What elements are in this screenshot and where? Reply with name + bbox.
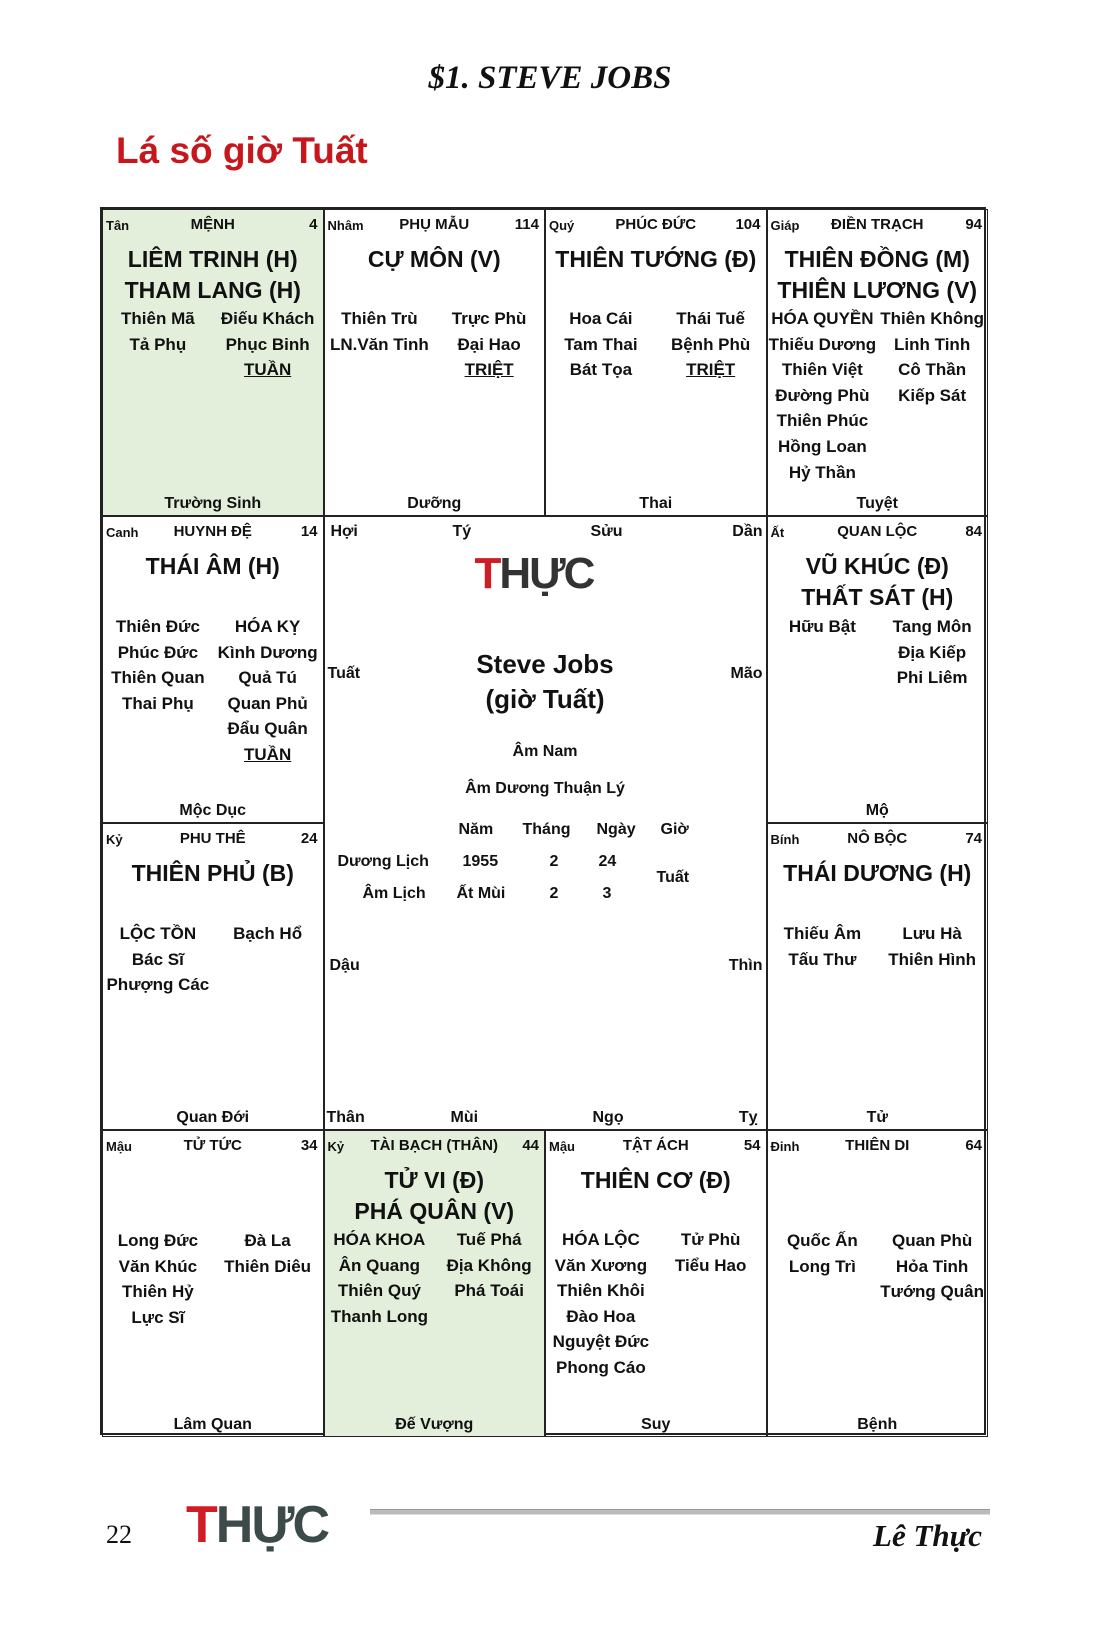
palace-age: 54	[743, 1137, 761, 1154]
life-stage: Bệnh	[857, 1416, 898, 1433]
minor-star: Lưu Hà	[902, 924, 962, 943]
palace-age: 24	[300, 830, 318, 847]
life-stage: Suy	[641, 1416, 671, 1433]
main-star: CỰ MÔN (V)	[367, 246, 501, 272]
star-column-right	[877, 614, 987, 691]
minor-star: Tang Môn	[892, 617, 972, 636]
palace-header	[106, 523, 320, 541]
heavenly-stem: Giáp	[770, 218, 800, 233]
lunar-label: Âm Lịch	[362, 885, 426, 902]
minor-star: Thiên Hình	[888, 949, 977, 969]
minor-star: HÓA KHOA	[333, 1230, 426, 1249]
palace-name: TẬT ÁCH	[622, 1137, 689, 1154]
main-star: THAM LANG (H)	[124, 277, 301, 303]
minor-stars	[768, 306, 988, 485]
minor-stars	[768, 1228, 988, 1305]
star-column-right	[656, 1227, 766, 1381]
main-stars	[768, 858, 988, 889]
minor-star: Hỏa Tinh	[895, 1256, 969, 1276]
branch-label: Thìn	[728, 957, 763, 974]
star-column-left	[325, 1227, 435, 1329]
palace-cell	[767, 516, 989, 823]
horoscope-grid	[100, 207, 986, 1435]
minor-star: Lực Sĩ	[131, 1307, 185, 1327]
minor-star: LỘC TỒN	[119, 924, 197, 943]
star-column-left	[768, 306, 878, 485]
star-column-right	[213, 1228, 323, 1330]
star-column-right	[877, 1228, 987, 1305]
palace-cell	[767, 209, 989, 516]
star-column-left	[768, 921, 878, 972]
palace-cell	[324, 209, 546, 516]
minor-star: Nguyệt Đức	[552, 1332, 650, 1352]
branch-label: Tỵ	[738, 1109, 758, 1126]
branch-label: Tuất	[327, 665, 361, 682]
minor-stars	[103, 921, 323, 998]
palace-header	[771, 1137, 985, 1155]
palace-header	[771, 523, 985, 541]
minor-star: Tam Thai	[564, 334, 638, 354]
minor-star: Văn Xương	[554, 1255, 648, 1275]
footer-rule	[370, 1509, 990, 1515]
minor-star: TUẦN	[244, 744, 292, 764]
minor-star: Bác Sĩ	[131, 949, 184, 969]
palace-age: 14	[300, 523, 318, 540]
minor-star: Thiên Khôi	[556, 1281, 645, 1301]
minor-star: Hồng Loan	[777, 436, 867, 456]
minor-star: Đà La	[244, 1231, 291, 1250]
palace-header	[328, 216, 542, 234]
main-stars	[325, 244, 545, 275]
palace-age: 84	[965, 523, 982, 540]
page-number: 22	[106, 1520, 132, 1549]
minor-star: Thiên Trù	[341, 309, 418, 328]
star-column-right	[656, 306, 766, 383]
lunar-day: 3	[602, 885, 612, 902]
palace-header	[106, 830, 320, 848]
minor-star: Quả Tú	[238, 668, 297, 688]
palace-cell	[767, 1130, 989, 1437]
minor-star: Thái Tuế	[676, 309, 745, 328]
star-column-right	[213, 614, 323, 768]
main-star: THIÊN PHỦ (B)	[131, 860, 294, 886]
life-stage: Lâm Quan	[173, 1416, 252, 1433]
main-star: TỬ VI (Đ)	[384, 1167, 485, 1193]
palace-name: TỬ TỨC	[183, 1137, 242, 1154]
star-column-left	[768, 614, 878, 691]
star-column-right	[877, 921, 987, 972]
star-column-left	[768, 1228, 878, 1305]
star-column-left	[546, 1227, 656, 1381]
palace-cell	[545, 1130, 767, 1437]
yinyang-label: Âm Dương Thuận Lý	[465, 780, 625, 797]
minor-star: TUẦN	[244, 360, 292, 380]
palace-name: THIÊN DI	[845, 1137, 910, 1154]
palace-age: 114	[514, 216, 539, 233]
palace-header	[549, 216, 763, 234]
minor-star: Thiên Hỷ	[121, 1282, 194, 1302]
col-year: Năm	[458, 821, 494, 838]
heavenly-stem: Quý	[549, 218, 575, 233]
palace-cell	[545, 209, 767, 516]
minor-star: Phượng Các	[106, 975, 210, 995]
minor-star: Tấu Thư	[788, 949, 857, 969]
branch-label: Mão	[730, 665, 763, 682]
minor-star: Văn Khúc	[118, 1256, 198, 1276]
life-stage: Đế Vượng	[395, 1416, 474, 1433]
minor-star: Bạch Hổ	[233, 924, 303, 943]
palace-name: QUAN LỘC	[837, 523, 918, 540]
minor-stars	[325, 306, 545, 383]
minor-star: Bát Tọa	[569, 360, 633, 380]
minor-star: Trực Phù	[451, 309, 527, 328]
palace-name: ĐIỀN TRẠCH	[831, 216, 924, 233]
star-column-left	[103, 614, 213, 768]
main-stars	[103, 244, 323, 306]
heavenly-stem: Mậu	[106, 1139, 132, 1154]
chart-heading: Lá số giờ Tuất	[116, 130, 368, 171]
minor-star: Phá Toái	[454, 1281, 524, 1301]
minor-star: Đẩu Quân	[227, 719, 308, 739]
brand-logo: THỰC	[474, 549, 594, 598]
star-column-left	[325, 306, 435, 383]
main-star: THÁI DƯƠNG (H)	[783, 860, 972, 886]
minor-star: Long Trì	[788, 1256, 856, 1276]
minor-star: HÓA QUYỀN	[771, 309, 874, 328]
minor-star: Tuế Phá	[456, 1230, 522, 1249]
palace-cell	[102, 209, 324, 516]
palace-cell	[324, 1130, 546, 1437]
palace-name: PHÚC ĐỨC	[615, 216, 697, 233]
minor-star: Cô Thần	[898, 360, 967, 380]
palace-cell	[102, 823, 324, 1130]
life-stage: Tử	[866, 1109, 888, 1126]
branch-label: Dần	[732, 523, 763, 540]
page-title: $1. STEVE JOBS	[428, 60, 672, 96]
minor-star: Thiên Việt	[781, 360, 863, 380]
palace-name: NÔ BỘC	[847, 830, 908, 847]
main-star: LIÊM TRINH (H)	[127, 246, 298, 272]
main-star: THIÊN ĐỒNG (M)	[784, 246, 970, 272]
minor-star: Hỷ Thần	[788, 462, 856, 482]
minor-stars	[103, 614, 323, 768]
star-column-left	[103, 306, 213, 383]
star-column-left	[103, 921, 213, 998]
minor-star: Đại Hao	[457, 334, 521, 354]
palace-name: TÀI BẠCH (THÂN)	[370, 1137, 498, 1154]
palace-name: MỆNH	[190, 216, 235, 233]
solar-day: 24	[598, 853, 617, 870]
branch-label: Tý	[452, 523, 472, 540]
minor-star: Thiên Mã	[121, 309, 195, 328]
palace-header	[106, 1137, 320, 1155]
minor-stars	[103, 306, 323, 383]
gender-label: Âm Nam	[512, 743, 578, 760]
minor-star: Quốc Ấn	[786, 1231, 858, 1250]
palace-cell	[767, 823, 989, 1130]
minor-star: Kình Dương	[217, 642, 318, 662]
col-month: Tháng	[522, 821, 571, 838]
palace-age: 64	[965, 1137, 982, 1154]
life-stage: Quan Đới	[176, 1109, 250, 1126]
heavenly-stem: Mậu	[549, 1139, 575, 1154]
heavenly-stem: Kỷ	[327, 1139, 345, 1154]
palace-name: PHỤ MẪU	[399, 216, 470, 233]
heavenly-stem: Kỷ	[106, 832, 123, 847]
minor-star: Tướng Quân	[880, 1282, 984, 1302]
minor-star: Địa Không	[446, 1255, 532, 1275]
lunar-month: 2	[549, 885, 559, 902]
heavenly-stem: Ất	[770, 525, 785, 540]
palace-cell	[102, 1130, 324, 1437]
minor-stars	[325, 1227, 545, 1329]
minor-star: Thanh Long	[330, 1306, 428, 1326]
lunar-year: Ất Mùi	[456, 885, 506, 902]
star-column-right	[213, 921, 323, 998]
minor-star: Phục Binh	[225, 334, 310, 354]
solar-label: Dương Lịch	[337, 853, 429, 870]
branch-label: Sửu	[590, 523, 623, 540]
minor-star: Thiên Diêu	[224, 1256, 312, 1276]
minor-stars	[546, 306, 766, 383]
minor-star: Ân Quang	[338, 1255, 420, 1275]
minor-star: Bệnh Phù	[670, 334, 751, 354]
heavenly-stem: Bính	[770, 832, 800, 847]
solar-year: 1955	[462, 853, 499, 870]
minor-star: Thiếu Dương	[768, 334, 877, 354]
branch-label: Thân	[326, 1109, 365, 1126]
star-column-right	[213, 306, 323, 383]
palace-header	[106, 216, 320, 234]
minor-star: Thiên Phúc	[776, 411, 869, 431]
palace-age: 44	[522, 1137, 539, 1154]
minor-star: HÓA LỘC	[561, 1230, 640, 1249]
solar-month: 2	[549, 853, 559, 870]
branch-label: Ngọ	[592, 1109, 624, 1126]
main-star: THIÊN CƠ (Đ)	[580, 1167, 731, 1193]
minor-star: Phúc Đức	[117, 642, 199, 662]
minor-star: TRIỆT	[464, 360, 514, 380]
heavenly-stem: Canh	[106, 525, 139, 540]
minor-star: Thai Phụ	[121, 693, 194, 713]
minor-star: Hoa Cái	[569, 309, 633, 328]
minor-stars	[103, 1228, 323, 1330]
heavenly-stem: Nhâm	[327, 218, 364, 233]
palace-header	[549, 1137, 763, 1155]
palace-age: 74	[965, 830, 982, 847]
minor-star: Linh Tinh	[894, 334, 971, 354]
main-stars	[546, 1165, 766, 1196]
main-star: THIÊN TƯỚNG (Đ)	[555, 246, 757, 272]
palace-name: PHU THÊ	[179, 830, 246, 847]
col-hour: Giờ	[660, 821, 689, 838]
main-stars	[325, 1165, 545, 1227]
heavenly-stem: Đinh	[770, 1139, 800, 1154]
minor-star: TRIỆT	[686, 360, 736, 380]
minor-star: Điếu Khách	[220, 309, 315, 328]
birth-hour: Tuất	[656, 869, 690, 886]
heavenly-stem: Tân	[106, 218, 130, 233]
minor-star: Long Đức	[117, 1231, 199, 1250]
minor-star: Thiên Quý	[337, 1281, 421, 1301]
life-stage: Trường Sinh	[164, 495, 262, 512]
palace-age: 104	[735, 216, 761, 233]
minor-star: LN.Văn Tinh	[329, 334, 429, 354]
center-panel	[324, 516, 767, 1130]
palace-cell	[102, 516, 324, 823]
minor-stars	[768, 921, 988, 972]
palace-age: 4	[309, 216, 318, 233]
main-star: THÁI ÂM (H)	[145, 553, 280, 579]
life-stage: Mộ	[865, 802, 889, 819]
main-stars	[768, 551, 988, 613]
footer-logo: THỰC	[186, 1496, 329, 1554]
palace-name: HUYNH ĐỆ	[173, 523, 252, 540]
minor-star: Thiên Đức	[115, 617, 200, 636]
life-stage: Mộc Dục	[179, 802, 247, 819]
palace-age: 94	[965, 216, 982, 233]
minor-star: Phong Cáo	[556, 1357, 646, 1377]
minor-star: Thiên Quan	[111, 668, 205, 688]
minor-star: Phi Liêm	[896, 668, 968, 688]
minor-star: Thiếu Âm	[783, 924, 862, 943]
main-stars	[546, 244, 766, 275]
author-name: Lê Thực	[873, 1518, 982, 1553]
main-star: PHÁ QUÂN (V)	[354, 1198, 515, 1224]
main-star: VŨ KHÚC (Đ)	[805, 553, 949, 579]
col-day: Ngày	[596, 821, 636, 838]
star-column-right	[434, 1227, 544, 1329]
minor-star: Thiên Không	[880, 309, 985, 328]
minor-star: Đường Phù	[775, 385, 870, 405]
minor-star: Tử Phù	[680, 1230, 741, 1249]
life-stage: Tuyệt	[856, 495, 898, 512]
star-column-right	[877, 306, 987, 485]
star-column-right	[434, 306, 544, 383]
branch-label: Hợi	[330, 523, 358, 540]
minor-star: Quan Phù	[891, 1231, 973, 1250]
main-stars	[103, 858, 323, 889]
life-stage: Dưỡng	[407, 495, 462, 512]
palace-header	[771, 830, 985, 848]
minor-star: Đào Hoa	[566, 1306, 636, 1326]
star-column-left	[103, 1228, 213, 1330]
palace-header	[328, 1137, 542, 1155]
star-column-left	[546, 306, 656, 383]
minor-star: Tả Phụ	[129, 334, 187, 354]
minor-stars	[546, 1227, 766, 1381]
main-star: THẤT SÁT (H)	[801, 584, 954, 610]
main-star: THIÊN LƯƠNG (V)	[777, 277, 978, 303]
minor-star: Hữu Bật	[788, 617, 856, 636]
branch-label: Dậu	[329, 957, 360, 974]
branch-label: Mùi	[450, 1109, 479, 1126]
minor-star: Kiếp Sát	[898, 385, 967, 405]
minor-star: HÓA KỴ	[234, 617, 301, 636]
palace-header	[771, 216, 985, 234]
palace-age: 34	[300, 1137, 318, 1154]
person-name: Steve Jobs (giờ Tuất)	[476, 649, 614, 714]
minor-star: Quan Phủ	[227, 693, 308, 713]
minor-star: Địa Kiếp	[898, 642, 967, 662]
life-stage: Thai	[639, 495, 673, 512]
main-stars	[768, 244, 988, 306]
main-stars	[103, 551, 323, 582]
minor-stars	[768, 614, 988, 691]
minor-star: Tiểu Hao	[674, 1255, 747, 1275]
